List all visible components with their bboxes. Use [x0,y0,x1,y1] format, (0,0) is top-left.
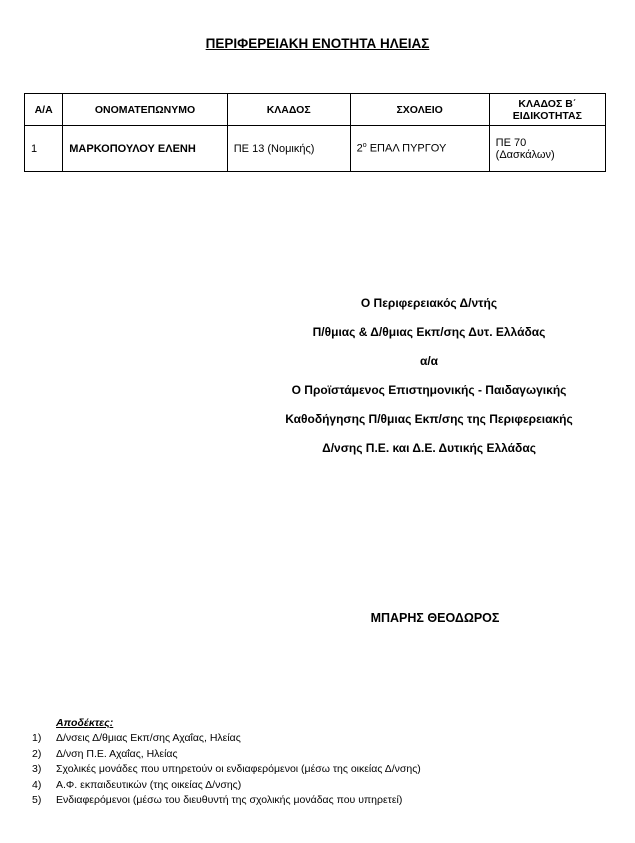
list-item [32,762,622,778]
list-item-text: Σχολικές μονάδες που υπηρετούν οι ενδιαφερόμενοι (μέσω της οικείας Δ/νσης) [56,763,421,775]
list-item-number: 3) [32,763,42,775]
column-header-specialty: ΚΛΑΔΟΣ Β΄ ΕΙΔΙΚΟΤΗΤΑΣ [489,94,605,126]
school-name: ΕΠΑΛ ΠΥΡΓΟΥ [366,142,447,155]
column-header-school: ΣΧΟΛΕΙΟ [350,94,489,126]
signature-line: Ο Προϊστάμενος Επιστημονικής - Παιδαγωγικής [291,383,567,397]
cell-aa: 1 [25,126,63,172]
signature-line: Καθοδήγησης Π/θμιας Εκπ/σης της Περιφερειακής [285,412,573,426]
column-header-name: ΟΝΟΜΑΤΕΠΩΝΥΜΟ [63,94,227,126]
column-header-aa: Α/Α [25,94,63,126]
list-item [32,778,622,794]
list-item [32,793,622,809]
signer-name: ΜΠΑΡΗΣ ΘΕΟΔΩΡΟΣ [370,611,500,625]
signature-line: α/α [419,354,439,368]
staff-table [24,93,606,172]
recipients-list [32,731,622,809]
recipients-heading: Αποδέκτες: [56,717,114,729]
signature-block [244,289,614,463]
list-item-number: 5) [32,794,42,806]
list-item-text: Δ/νσεις Δ/θμιας Εκπ/σης Αχαΐας, Ηλείας [56,732,241,744]
list-item-number: 4) [32,778,42,791]
school-ordinal-suffix: ο [362,142,367,150]
list-item-text: Δ/νση Π.Ε. Αχαΐας, Ηλείας [56,747,178,760]
list-item-text: Ενδιαφερόμενοι (μέσω του διευθυντή της σχολικής μονάδας που υπηρετεί) [56,794,403,806]
cell-klados: ΠΕ 13 (Νομικής) [227,126,350,172]
column-header-klados: ΚΛΑΔΟΣ [227,94,350,126]
table-header-row [25,94,606,126]
signature-line: Δ/νσης Π.Ε. και Δ.Ε. Δυτικής Ελλάδας [322,441,536,455]
list-item [32,731,622,747]
list-item [32,747,622,763]
list-item-text: Α.Φ. εκπαιδευτικών (της οικείας Δ/νσης) [56,778,242,791]
recipients-section [32,716,622,809]
specialty-code: ΠΕ 70 [495,136,527,149]
signature-line: Ο Περιφερειακός Δ/ντής [360,296,498,310]
list-item-number: 1) [32,732,42,744]
signature-line: Π/θμιας & Δ/θμιας Εκπ/σης Δυτ. Ελλάδας [312,325,546,339]
cell-specialty [489,126,605,172]
document-title: ΠΕΡΙΦΕΡΕΙΑΚΗ ΕΝΟΤΗΤΑ ΗΛΕΙΑΣ [205,36,430,51]
school-number: 2 [356,142,363,155]
specialty-description: (Δασκάλων) [495,148,555,161]
cell-school [350,126,489,172]
list-item-number: 2) [32,747,42,760]
cell-name: ΜΑΡΚΟΠΟΥΛΟΥ ΕΛΕΝΗ [63,126,227,172]
table-row [25,126,606,172]
